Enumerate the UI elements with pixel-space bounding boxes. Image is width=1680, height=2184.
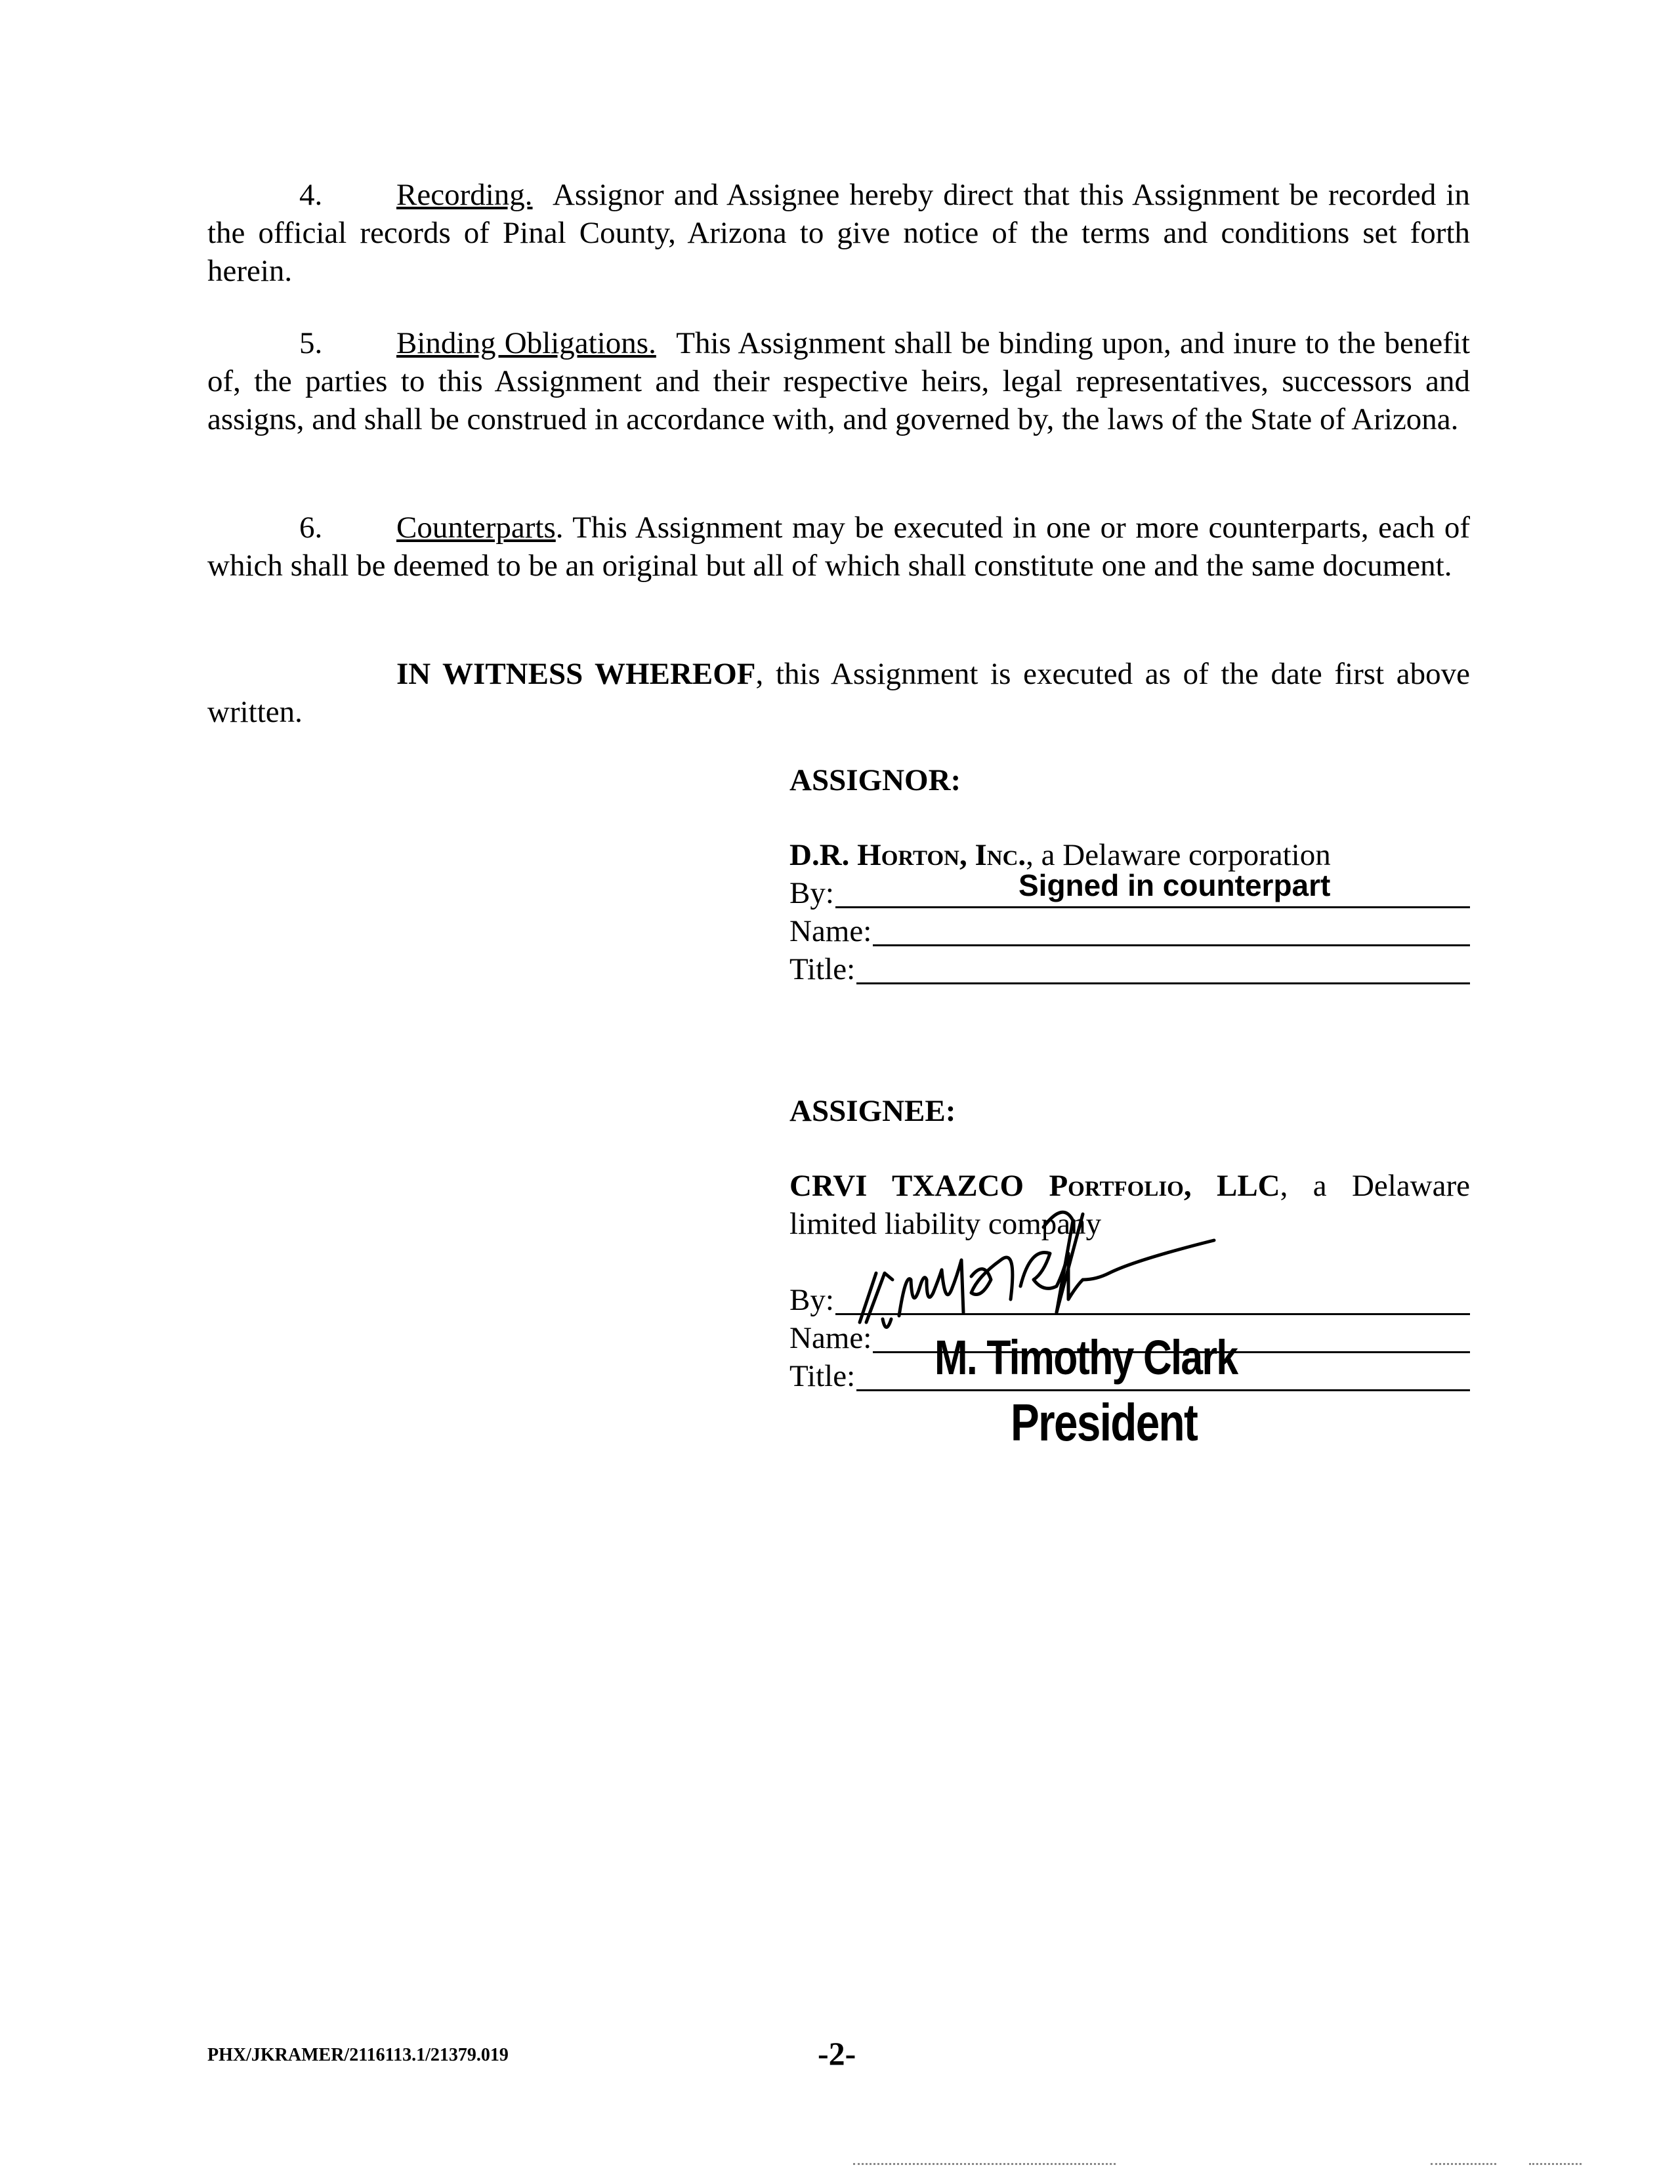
assignor-title-line: Title: — [789, 950, 1470, 988]
witness-bold: IN WITNESS WHEREOF — [396, 657, 756, 691]
paragraph-binding-obligations — [207, 324, 1470, 438]
assignee-label: ASSIGNEE: — [789, 1094, 956, 1128]
signer-title-stamp: President — [1011, 1393, 1198, 1452]
paragraph-heading: Binding Obligations. — [396, 326, 656, 360]
assignee-by-line: By: — [789, 1281, 1470, 1319]
witness-text: , this Assignment is executed as of the date first above written. — [207, 657, 1470, 729]
page-number: -2- — [818, 2035, 856, 2072]
paragraph-text: Assignor and Assignee hereby direct that this Assignment be recorded in the official records of Pinal County, Arizona to give notice of the terms and conditions set forth herein. — [207, 178, 1470, 288]
assignor-entity-name: D.R. Horton, Inc. — [789, 838, 1026, 872]
assignee-entity-desc: , a Delaware limited liability company — [789, 1169, 1470, 1241]
assignor-entity-desc: , a Delaware corporation — [1026, 838, 1331, 872]
paragraph-text: This Assignment shall be binding upon, and inure to the benefit of, the parties to this Assignment and their respective heirs, legal representatives, successors and assigns, and shall be construed in accordance with, and governed by, the laws of the State of Arizona. — [207, 326, 1470, 436]
handwritten-signature — [847, 1181, 1240, 1352]
scan-artifact — [853, 2160, 1116, 2165]
paragraph-number: 6. — [299, 511, 323, 545]
scan-artifact — [1431, 2160, 1496, 2165]
paragraph-heading: Recording. — [396, 178, 533, 212]
document-id: PHX/JKRAMER/2116113.1/21379.019 — [207, 2045, 509, 2065]
paragraph-text: . This Assignment may be executed in one or more counterparts, each of which shall be deemed to be an original but all of which shall constitute one and the same document. — [207, 511, 1470, 583]
assignor-label: ASSIGNOR: — [789, 763, 961, 797]
assignee-name-line: Name: — [789, 1319, 1470, 1357]
assignee-entity-name-1: CRVI TXAZCO — [789, 1169, 1049, 1203]
paragraph-recording — [207, 176, 1470, 290]
paragraph-heading: Counterparts — [396, 511, 556, 545]
signer-name-stamp: M. Timothy Clark — [934, 1330, 1238, 1385]
assignee-title-line: Title: — [789, 1357, 1470, 1395]
signed-in-counterpart-stamp: Signed in counterpart — [1018, 868, 1331, 902]
witness-clause — [207, 655, 1470, 731]
paragraph-counterparts — [207, 509, 1470, 585]
assignor-by-line: By: — [789, 874, 1470, 912]
paragraph-number: 4. — [299, 178, 323, 212]
assignor-name-line: Name: — [789, 912, 1470, 950]
paragraph-number: 5. — [299, 326, 323, 360]
assignee-entity-name-2: Portfolio, LLC — [1049, 1169, 1280, 1203]
scan-artifact — [1529, 2160, 1582, 2165]
